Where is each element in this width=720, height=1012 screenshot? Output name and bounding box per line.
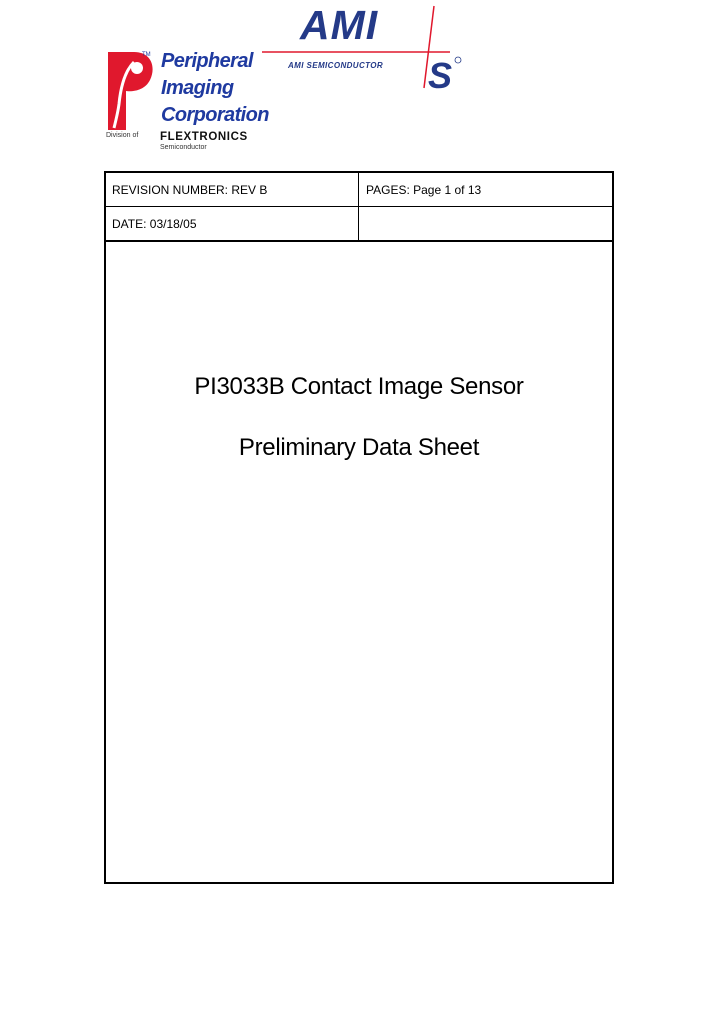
amis-logo xyxy=(262,0,472,95)
document-subtitle: Preliminary Data Sheet xyxy=(238,434,480,461)
document-frame xyxy=(104,171,614,884)
pic-line-2: Imaging xyxy=(161,77,234,99)
revision-cell: REVISION NUMBER: REV B xyxy=(106,173,359,206)
pic-parent-name: FLEXTRONICS xyxy=(160,131,248,143)
pages-cell: PAGES: Page 1 of 13 xyxy=(366,183,482,197)
pic-line-1: Peripheral xyxy=(161,50,253,72)
header-row-1 xyxy=(106,173,612,207)
document-title: PI3033B Contact Image Sensor xyxy=(194,373,524,400)
pic-line-3: Corporation xyxy=(161,104,269,126)
pic-parent-sub: Semiconductor xyxy=(160,144,207,151)
svg-text:TM: TM xyxy=(142,52,151,58)
pic-wordmark xyxy=(161,48,269,129)
svg-text:S: S xyxy=(428,55,453,95)
empty-cell xyxy=(360,207,612,240)
amis-wordmark: AMI xyxy=(300,2,379,48)
amis-subtitle: AMI SEMICONDUCTOR xyxy=(288,61,384,70)
date-cell: DATE: 03/18/05 xyxy=(106,207,359,240)
pic-division-label: Division of xyxy=(106,132,139,139)
pic-logo xyxy=(104,46,279,158)
header-row-2 xyxy=(106,207,612,242)
pic-mark-icon xyxy=(104,46,160,136)
